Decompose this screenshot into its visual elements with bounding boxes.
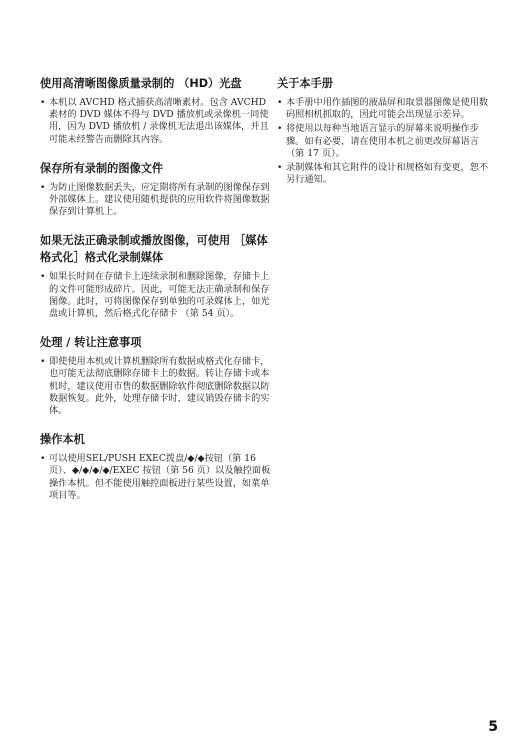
left-column [40, 75, 276, 516]
page-number: 5 [488, 719, 498, 735]
bullet-item [40, 182, 276, 219]
bullet-icon: • [277, 97, 283, 108]
bullet-item [40, 356, 276, 417]
bullet-icon: • [277, 162, 283, 174]
section-heading: 处理 / 转让注意事项 [40, 336, 142, 350]
section-heading: 操作本机 [40, 433, 85, 447]
bullet-text: 即使使用本机或计算机删除所有数据或格式化存储卡，也可能无法彻底删除存储卡上的数据。转让存储卡或本机时，建议使用市售的数据删除软件彻底删除数据以防数据恢复。此外，处理存储卡时，建议销毁存储卡的实体。 [49, 356, 270, 417]
bullet-item [277, 123, 495, 160]
section-hd-disc [40, 75, 276, 146]
bullet-icon: • [40, 356, 46, 368]
bullet-text: 可以使用SEL/PUSH EXEC拨盘/◆/◆按钮（第 16 页）、◆/◆/◆/◆/EXEC 按钮（第 56 页）以及触控面板操作本机。但不能使用触控面板进行某些设置，如菜单项目等。 [49, 453, 271, 501]
section-format-media [40, 232, 276, 320]
bullet-icon: • [40, 453, 46, 465]
bullet-text: 本机以 AVCHD 格式捕获高清晰素材。包含 AVCHD 素材的 DVD 媒体不得与 DVD 播放机或录像机一同使用，因为 DVD 播放机 / 录像机无法退出该媒体，并且可能未经警告而删除其内容。 [49, 97, 269, 145]
bullet-text: 为防止图像数据丢失，应定期将所有录制的图像保存到外部媒体上。建议使用随机提供的应用软件将图像数据保存到计算机上。 [49, 181, 270, 218]
section-heading: 保存所有录制的图像文件 [40, 161, 164, 175]
bullet-icon: • [277, 123, 283, 135]
bullet-text: 本手册中用作插图的液晶屏和取景器图像是使用数码照相机抓取的，因此可能会出现显示差异。 [286, 97, 489, 121]
section-operation [40, 431, 276, 502]
bullet-text: 将使用以每种当地语言显示的屏幕来说明操作步骤。如有必要，请在使用本机之前更改屏幕语言 （第 17 页）。 [286, 123, 479, 159]
bullet-item [40, 271, 276, 320]
section-heading: 关于本手册 [277, 77, 333, 90]
bullet-icon: • [40, 271, 46, 283]
bullet-text: 录制媒体和其它附件的设计和规格如有变更，恕不另行通知。 [286, 162, 489, 186]
bullet-item [277, 97, 495, 121]
right-column [277, 75, 495, 200]
bullet-item [277, 162, 495, 186]
section-disposal [40, 334, 276, 417]
section-about-manual [277, 75, 495, 186]
bullet-text: 如果长时间在存储卡上连续录制和删除图像，存储卡上的文件可能形成碎片。因此，可能无法正确录制和保存图像。此时，可将图像保存到单独的可录媒体上，如光盘或计算机，然后格式化存储卡 （第 54 页）。 [49, 271, 270, 320]
bullet-item [40, 97, 276, 146]
section-heading: 使用高清晰图像质量录制的 （HD）光盘 [40, 77, 242, 90]
section-heading: 如果无法正确录制或播放图像，可使用 ［媒体格式化］格式化录制媒体 [40, 234, 268, 265]
bullet-icon: • [40, 181, 46, 193]
section-save-images [40, 160, 276, 219]
bullet-icon: • [40, 97, 46, 108]
bullet-item [40, 453, 276, 502]
